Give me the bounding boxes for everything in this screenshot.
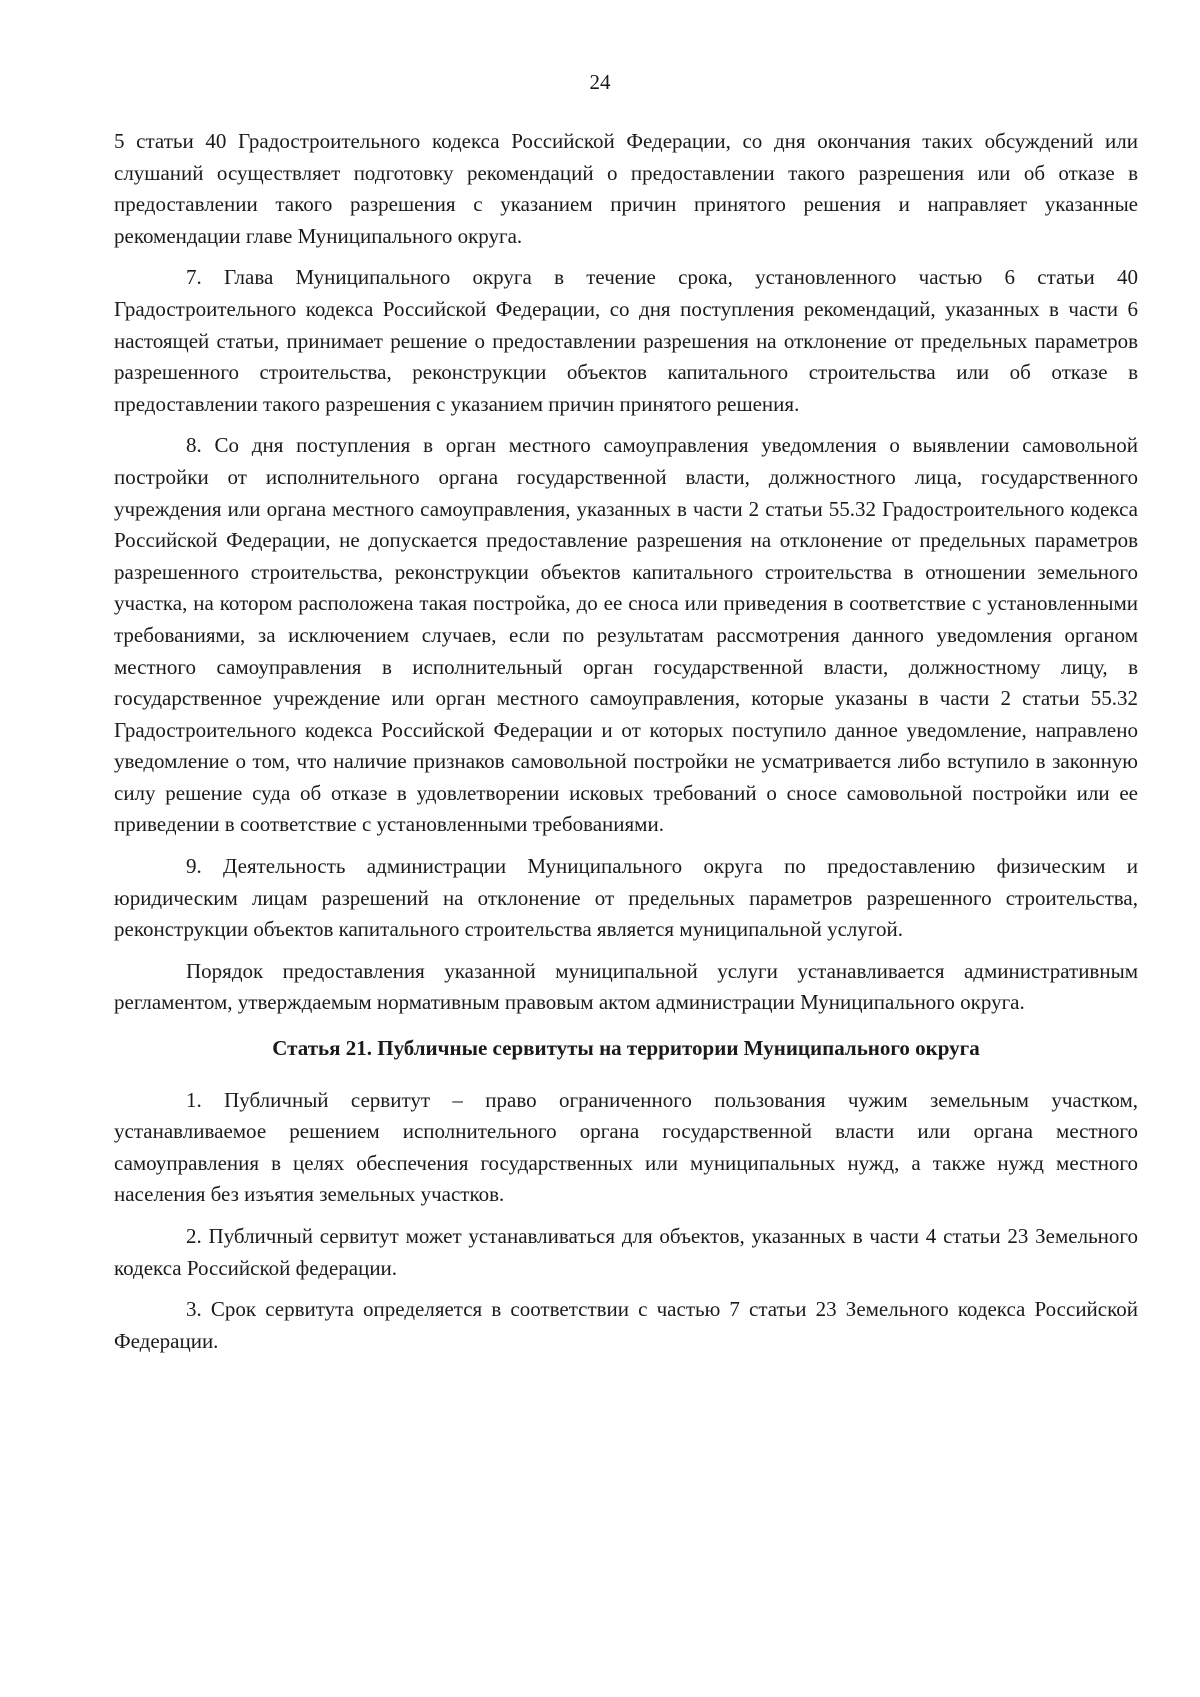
paragraph-servitude-1: 1. Публичный сервитут – право ограниченного пользования чужим земельным участком, устанавливаемое решением исполнительного органа государственной власти или органа местного самоуправления в целях обеспечения государственных или муниципальных нужд, а также нужд местного населения без изъятия земельных участков. xyxy=(114,1087,1138,1207)
paragraph-item-7: 7. Глава Муниципального округа в течение срока, установленного частью 6 статьи 40 Градостроительного кодекса Российской Федерации, со дня поступления рекомендаций, указанных в части 6 настоящей статьи, принимает решение о предоставлении разрешения на отклонение от предельных параметров разрешенного строительства, реконструкции объектов капитального строительства или об отказе в предоставлении такого разрешения с указанием причин принятого решения. xyxy=(114,265,1138,416)
paragraph-continuation: 5 статьи 40 Градостроительного кодекса Российской Федерации, со дня окончания таких обсуждений или слушаний осуществляет подготовку рекомендаций о предоставлении такого разрешения или об отказе в предоставлении такого разрешения с указанием причин принятого решения и направляет указанные рекомендации главе Муниципального округа. xyxy=(114,129,1138,248)
document-body xyxy=(114,126,1138,1367)
paragraph-servitude-3: 3. Срок сервитута определяется в соответствии с частью 7 статьи 23 Земельного кодекса Российской Федерации. xyxy=(114,1297,1138,1353)
paragraph-procedure: Порядок предоставления указанной муниципальной услуги устанавливается административным регламентом, утверждаемым нормативным правовым актом администрации Муниципального округа. xyxy=(114,958,1138,1015)
paragraph-servitude-2: 2. Публичный сервитут может устанавливаться для объектов, указанных в части 4 статьи 23 Земельного кодекса Российской федерации. xyxy=(114,1224,1138,1280)
article-heading: Статья 21. Публичные сервитуты на территории Муниципального округа xyxy=(272,1036,980,1061)
paragraph-item-9: 9. Деятельность администрации Муниципального округа по предоставлению физическим и юридическим лицам разрешений на отклонение от предельных параметров разрешенного строительства, реконструкции объектов капитального строительства является муниципальной услугой. xyxy=(114,854,1138,942)
paragraph-item-8: 8. Со дня поступления в орган местного самоуправления уведомления о выявлении самовольной постройки от исполнительного органа государственной власти, должностного лица, государственного учреждения или органа местного самоуправления, указанных в части 2 статьи 55.32 Градостроительного кодекса Российской Федерации, не допускается предоставление разрешения на отклонение от предельных параметров разрешенного строительства, реконструкции объектов капитального строительства в отношении земельного участка, на котором расположена такая постройка, до ее сноса или приведения в соответствие с установленными требованиями, за исключением случаев, если по результатам рассмотрения данного уведомления органом местного самоуправления в исполнительный орган государственной власти, должностному лицу, в государственное учреждение или орган местного самоуправления, которые указаны в части 2 статьи 55.32 Градостроительного кодекса Российской Федерации и от которых поступило данное уведомление, направлено уведомление о том, что наличие признаков самовольной постройки не усматривается либо вступило в законную силу решение суда об отказе в удовлетворении исковых требований о сносе самовольной постройки или ее приведении в соответствие с установленными требованиями. xyxy=(114,433,1138,837)
page-number: 24 xyxy=(589,70,611,94)
